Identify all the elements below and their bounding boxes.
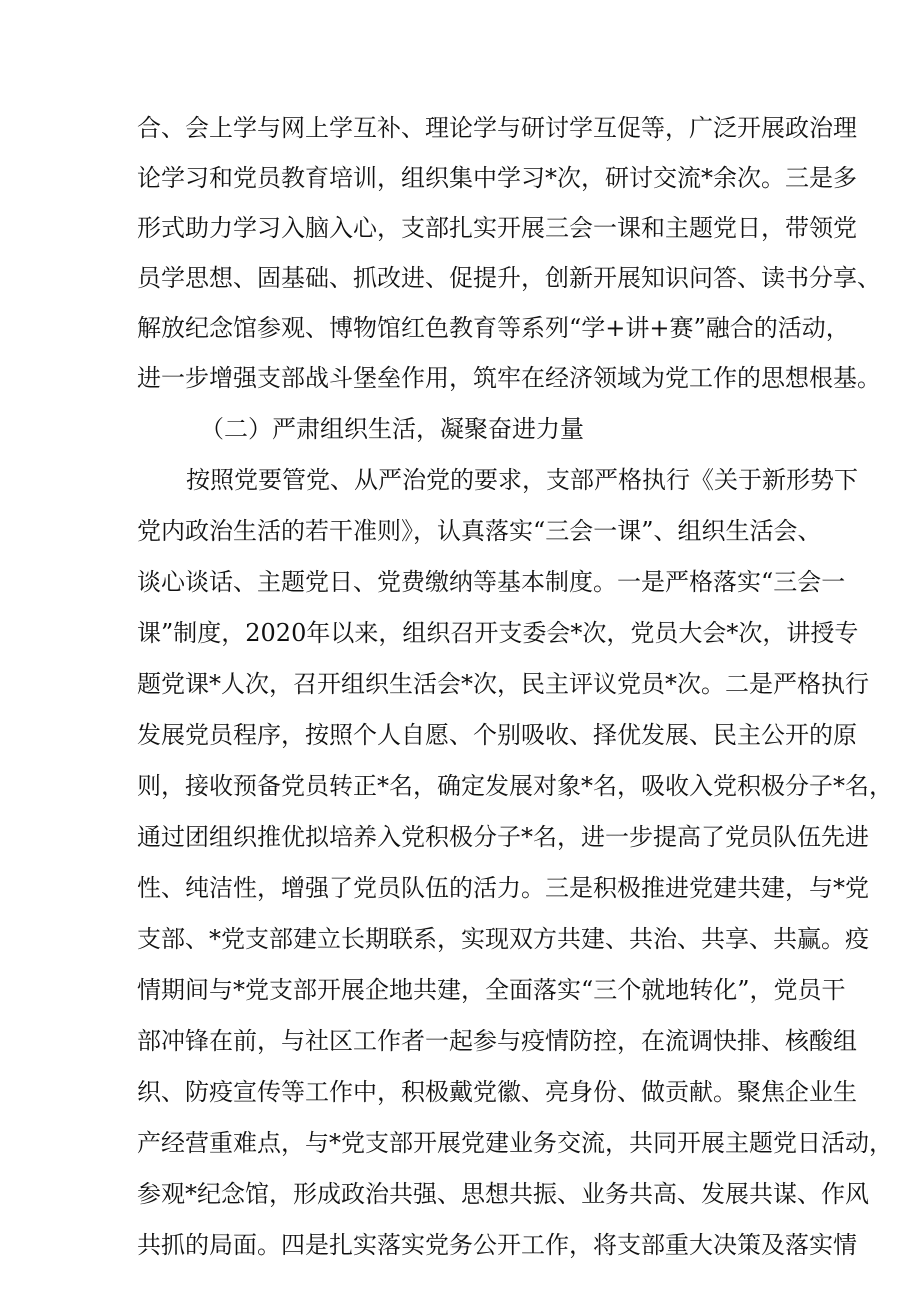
section-heading: （二）严肃组织生活，凝聚奋进力量 (200, 415, 584, 443)
paragraph-line: 党内政治生活的若干准则》，认真落实“三会一课”、组织生活会、 (137, 517, 822, 545)
paragraph-line: 参观*纪念馆，形成政治共强、思想共振、业务共高、发展共谋、作风 (137, 1180, 869, 1208)
paragraph-line: 则，接收预备党员转正*名，确定发展对象*名，吸收入党积极分子*名， (137, 772, 893, 800)
paragraph-line: 织、防疫宣传等工作中，积极戴党徽、亮身份、做贡献。聚焦企业生 (137, 1078, 857, 1106)
paragraph-line: 形式助力学习入脑入心，支部扎实开展三会一课和主题党日，带领党 (137, 214, 857, 242)
paragraph-line: 解放纪念馆参观、博物馆红色教育等系列“学+讲+赛”融合的活动， (137, 314, 850, 342)
paragraph-line: 谈心谈话、主题党日、党费缴纳等基本制度。一是严格落实“三会一 (137, 568, 846, 596)
paragraph-line: 课”制度，2020年以来，组织召开支委会*次，党员大会*次，讲授专 (137, 619, 859, 647)
paragraph-line: 产经营重难点，与*党支部开展党建业务交流，共同开展主题党日活动， (137, 1129, 893, 1157)
paragraph-line: 共抓的局面。四是扎实落实党务公开工作，将支部重大决策及落实情 (137, 1231, 857, 1259)
paragraph-line: 部冲锋在前，与社区工作者一起参与疫情防控，在流调快排、核酸组 (137, 1027, 857, 1055)
paragraph-line: 按照党要管党、从严治党的要求，支部严格执行《关于新形势下 (186, 466, 858, 494)
paragraph-line: 合、会上学与网上学互补、理论学与研讨学互促等，广泛开展政治理 (137, 114, 857, 142)
paragraph-line: 通过团组织推优拟培养入党积极分子*名，进一步提高了党员队伍先进 (137, 823, 869, 851)
paragraph-line: 员学思想、固基础、抓改进、促提升，创新开展知识问答、读书分享、 (137, 264, 881, 292)
paragraph-line: 性、纯洁性，增强了党员队伍的活力。三是积极推进党建共建，与*党 (137, 874, 869, 902)
paragraph-line: 题党课*人次，召开组织生活会*次，民主评议党员*次。二是严格执行 (137, 670, 869, 698)
paragraph-line: 情期间与*党支部开展企地共建，全面落实“三个就地转化”，党员干 (137, 976, 846, 1004)
paragraph-line: 进一步增强支部战斗堡垒作用，筑牢在经济领域为党工作的思想根基。 (137, 364, 881, 392)
paragraph-line: 发展党员程序，按照个人自愿、个别吸收、择优发展、民主公开的原 (137, 721, 857, 749)
paragraph-line: 支部、*党支部建立长期联系，实现双方共建、共治、共享、共赢。疫 (137, 925, 869, 953)
paragraph-line: 论学习和党员教育培训，组织集中学习*次，研讨交流*余次。三是多 (137, 164, 857, 192)
